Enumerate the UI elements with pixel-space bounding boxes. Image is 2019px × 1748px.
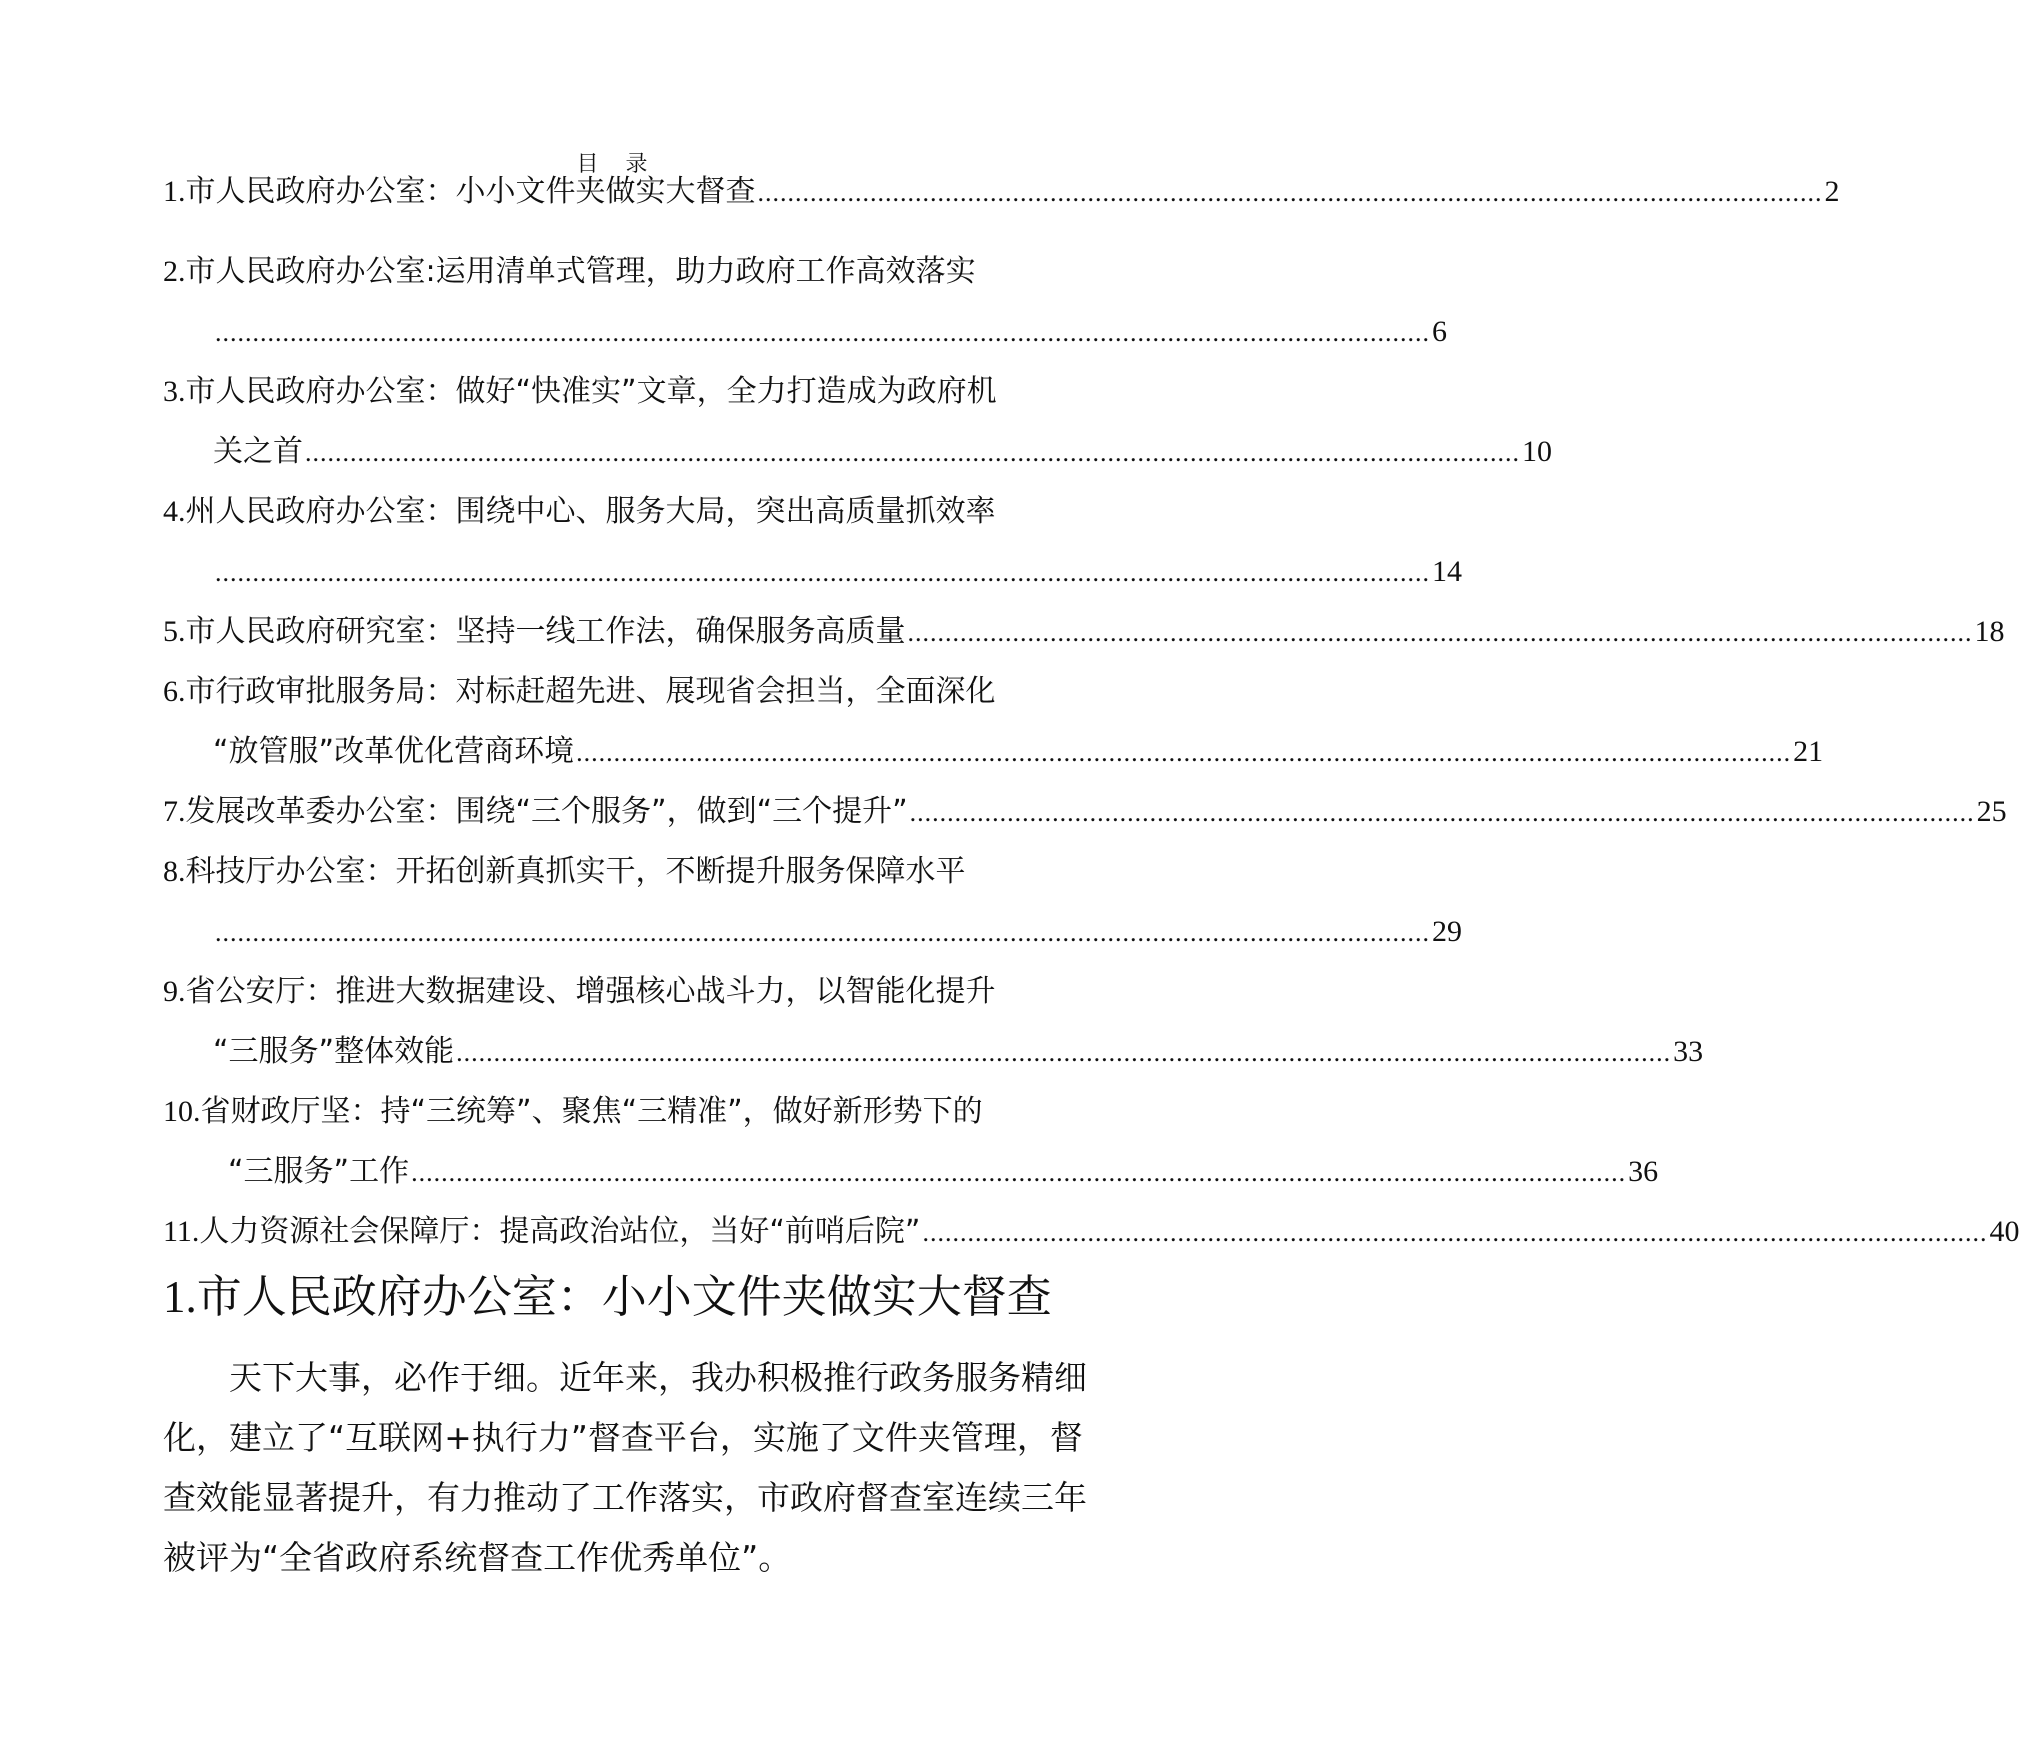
toc-entry-7[interactable] xyxy=(163,787,2007,837)
toc-page-number: 10 xyxy=(1522,435,1552,468)
toc-entry-title: 市人民政府研究室：坚持一线工作法，确保服务高质量 xyxy=(185,614,906,649)
toc-entry-title: 科技厅办公室：开拓创新真抓实干，不断提升服务保障水平 xyxy=(185,854,966,889)
toc-page-number: 25 xyxy=(1976,795,2007,828)
toc-entry-number: 1. xyxy=(163,175,186,208)
toc-entry-11[interactable] xyxy=(163,1207,2019,1257)
toc-page-number: 36 xyxy=(1628,1155,1659,1188)
toc-entry-3-continuation[interactable] xyxy=(213,427,1552,477)
toc-page-number: 29 xyxy=(1432,915,1462,948)
toc-entry-6-continuation[interactable] xyxy=(213,727,1824,777)
toc-leader-dots: .............................................................................................................................................. xyxy=(909,798,1975,827)
toc-leader-dots: .................................................................................................................................................................. xyxy=(411,1158,1627,1187)
toc-entry-5[interactable] xyxy=(163,607,2005,657)
toc-entry-9-continuation[interactable] xyxy=(213,1027,1704,1077)
toc-leader-dots: .............................................................................................................................................. xyxy=(907,618,1973,647)
toc-entry-number: 10. xyxy=(163,1095,201,1128)
toc-entry-number: 8. xyxy=(163,855,186,888)
toc-entry-10[interactable] xyxy=(163,1087,1241,1137)
toc-entry-2-continuation[interactable] xyxy=(213,307,1447,357)
toc-entry-3[interactable] xyxy=(163,367,1241,417)
toc-entry-title: 市人民政府办公室：做好“快准实”文章，全力打造成为政府机 xyxy=(185,374,997,409)
toc-page-number: 18 xyxy=(1974,615,2005,648)
toc-heading: 目 录 xyxy=(576,152,658,177)
toc-entry-title-cont: “放管服”改革优化营商环境 xyxy=(213,734,575,769)
toc-leader-dots: .................................................................................................................................................................. xyxy=(456,1038,1672,1067)
toc-leader-dots: .................................................................................................................................................................. xyxy=(305,438,1520,467)
toc-entry-number: 11. xyxy=(163,1215,200,1248)
toc-entry-number: 3. xyxy=(163,375,186,408)
toc-entry-title: 市行政审批服务局：对标赶超先进、展现省会担当，全面深化 xyxy=(185,674,996,709)
toc-entry-number: 7. xyxy=(163,795,186,828)
toc-entry-title: 发展改革委办公室：围绕“三个服务”，做到“三个提升” xyxy=(185,794,908,829)
article-title xyxy=(163,1262,1203,1332)
toc-entry-number: 2. xyxy=(163,255,186,288)
toc-entry-2[interactable] xyxy=(163,247,1241,297)
toc-page-number: 2 xyxy=(1824,175,1840,208)
toc-leader-dots: .................................................................................................................................................................. xyxy=(215,318,1430,347)
toc-entry-9[interactable] xyxy=(163,967,1241,1017)
toc-entry-title-cont: “三服务”工作 xyxy=(228,1154,410,1189)
toc-leader-dots: .............................................................................................................................................. xyxy=(757,178,1823,207)
toc-entry-title: 人力资源社会保障厅：提高政治站位，当好“前哨后院” xyxy=(199,1214,921,1249)
toc-entry-title-cont: 关之首 xyxy=(213,434,303,469)
toc-entry-number: 6. xyxy=(163,675,186,708)
toc-entry-title: 市人民政府办公室:运用清单式管理，助力政府工作高效落实 xyxy=(185,254,976,289)
toc-entry-number: 9. xyxy=(163,975,186,1008)
article-paragraph-line: 被评为“全省政府系统督查工作优秀单位”。 xyxy=(163,1538,792,1577)
toc-leader-dots: .............................................................................................................................................. xyxy=(922,1218,1988,1247)
toc-entry-title-cont: “三服务”整体效能 xyxy=(213,1034,455,1069)
toc-entry-8[interactable] xyxy=(163,847,1241,897)
toc-entry-title: 州人民政府办公室：围绕中心、服务大局，突出高质量抓效率 xyxy=(185,494,996,529)
toc-entry-10-continuation[interactable] xyxy=(228,1147,1659,1197)
toc-page-number: 21 xyxy=(1793,735,1824,768)
toc-page-number: 40 xyxy=(1989,1215,2019,1248)
toc-page-number: 14 xyxy=(1432,555,1462,588)
toc-leader-dots: .................................................................................................................................................................. xyxy=(215,558,1430,587)
toc-entry-title: 省财政厅坚：持“三统筹”、聚焦“三精准”，做好新形势下的 xyxy=(200,1094,983,1129)
toc-leader-dots: .................................................................................................................................................................. xyxy=(576,738,1792,767)
toc-page-number: 6 xyxy=(1432,315,1447,348)
toc-entry-4-continuation[interactable] xyxy=(213,547,1462,597)
article-title-text: 市人民政府办公室：小小文件夹做实大督查 xyxy=(196,1270,1052,1323)
toc-entry-number: 5. xyxy=(163,615,186,648)
article-paragraph-line: 化，建立了“互联网+执行力”督查平台，实施了文件夹管理，督 xyxy=(163,1418,1083,1457)
toc-entry-6[interactable] xyxy=(163,667,1241,717)
toc-entry-1[interactable] xyxy=(163,167,1840,217)
toc-entry-title: 市人民政府办公室：小小文件夹做实大督查 xyxy=(185,174,756,209)
article-paragraph-line: 天下大事，必作于细。近年来，我办积极推行政务服务精细 xyxy=(229,1358,1087,1397)
article-title-number: 1. xyxy=(163,1272,197,1322)
toc-entry-title: 省公安厅：推进大数据建设、增强核心战斗力，以智能化提升 xyxy=(185,974,996,1009)
toc-entry-number: 4. xyxy=(163,495,186,528)
article-paragraph-line: 查效能显著提升，有力推动了工作落实，市政府督查室连续三年 xyxy=(163,1478,1087,1517)
toc-leader-dots: .................................................................................................................................................................. xyxy=(215,918,1430,947)
toc-entry-4[interactable] xyxy=(163,487,1241,537)
toc-entry-8-continuation[interactable] xyxy=(213,907,1462,957)
toc-page-number: 33 xyxy=(1673,1035,1704,1068)
